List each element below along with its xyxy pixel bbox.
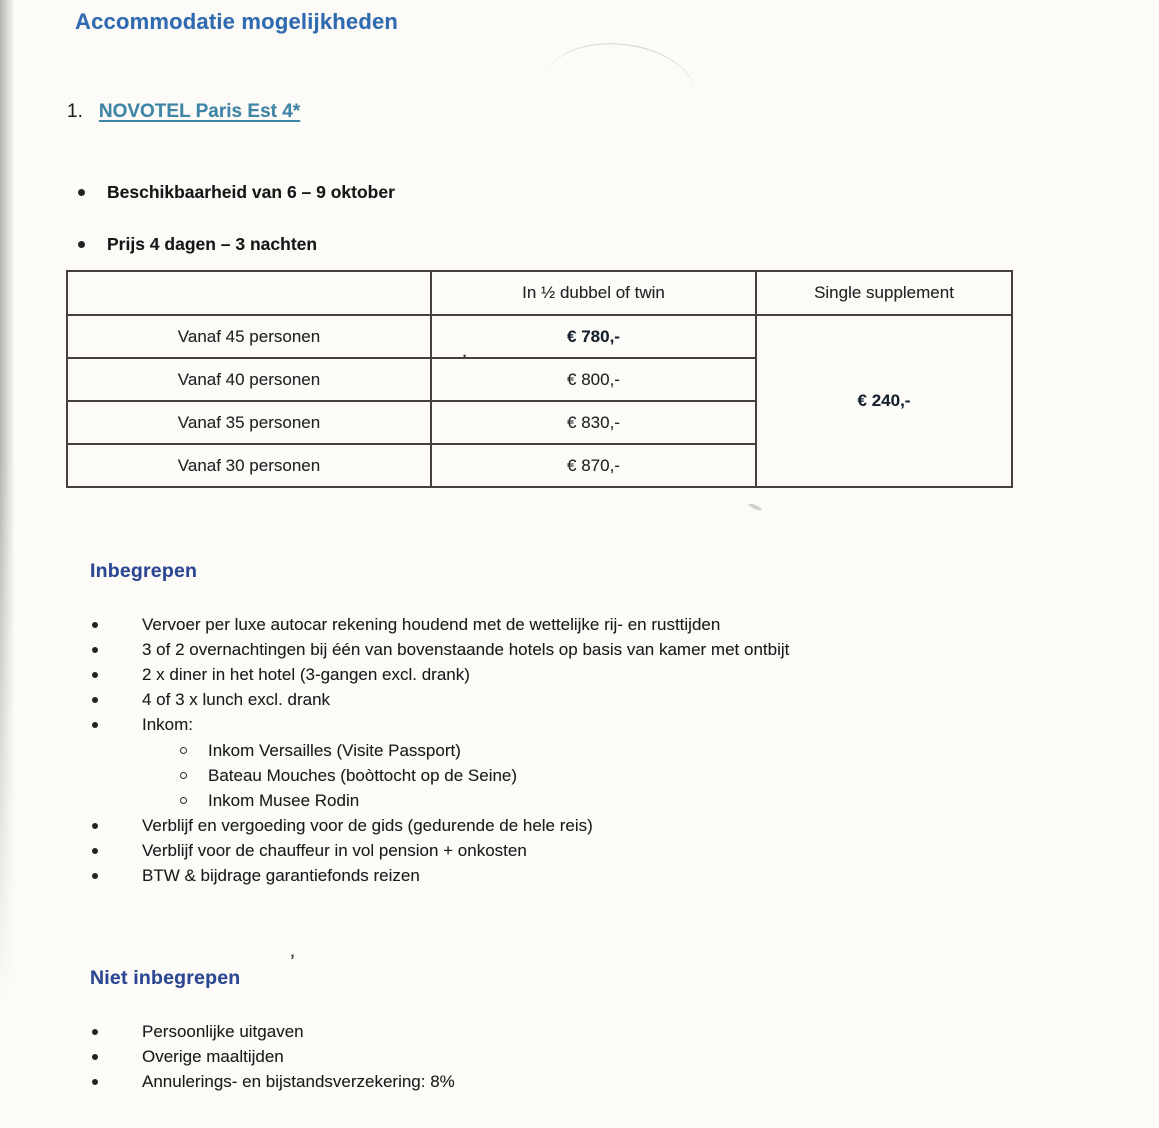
- list-item: [92, 637, 1072, 662]
- price-period-text: Prijs 4 dagen – 3 nachten: [107, 234, 318, 254]
- row-label: Vanaf 45 personen: [67, 315, 431, 358]
- sub-list-item-text: Inkom Musee Rodin: [208, 790, 360, 810]
- price-table: [66, 270, 1013, 488]
- bullet-icon: [92, 823, 98, 829]
- bullet-icon: [92, 1079, 98, 1085]
- table-row: [67, 315, 1012, 358]
- list-item: [92, 612, 1072, 637]
- row-label: Vanaf 30 personen: [67, 444, 431, 487]
- sub-list-item: [92, 788, 1072, 813]
- bullet-icon: [92, 1054, 98, 1060]
- bullet-icon: [92, 697, 98, 703]
- availability-text: Beschikbaarheid van 6 – 9 oktober: [107, 182, 395, 202]
- bullet-icon: [92, 1029, 98, 1035]
- row-price: € 800,-: [431, 358, 756, 401]
- hotel-list-number: 1.: [67, 101, 83, 122]
- row-label: Vanaf 35 personen: [67, 401, 431, 444]
- list-item-text: 3 of 2 overnachtingen bij één van bovenstaande hotels op basis van kamer met ontbijt: [142, 639, 790, 659]
- circle-bullet-icon: [180, 797, 187, 804]
- hotel-link[interactable]: NOVOTEL Paris Est 4*: [98, 101, 301, 122]
- list-item: [92, 864, 1072, 889]
- list-item: [92, 839, 1072, 864]
- header-empty-cell: [67, 271, 431, 315]
- list-item: [92, 1044, 1072, 1069]
- list-item: [92, 688, 1072, 713]
- not-included-list: [92, 1019, 1072, 1095]
- page-title: Accommodatie mogelijkheden: [75, 9, 399, 34]
- availability-bullet: [78, 181, 395, 204]
- single-supplement-value: € 240,-: [756, 315, 1012, 487]
- scan-tick-artifact: ’: [461, 351, 468, 370]
- list-item-text: Inkom:: [142, 715, 194, 735]
- header-single-supplement: Single supplement: [756, 271, 1012, 315]
- row-price: € 830,-: [431, 401, 756, 444]
- bullet-icon: [92, 622, 98, 628]
- row-price: € 780,-: [431, 315, 756, 358]
- list-item: [92, 814, 1072, 839]
- bullet-icon: [92, 647, 98, 653]
- list-item-text: Verblijf en vergoeding voor de gids (gedurende de hele reis): [142, 816, 593, 836]
- scan-smudge-artifact: [748, 502, 762, 511]
- list-item-text: Overige maaltijden: [142, 1046, 284, 1066]
- list-item: [92, 662, 1072, 687]
- bullet-icon: [92, 722, 98, 728]
- list-item-text: 4 of 3 x lunch excl. drank: [142, 690, 331, 710]
- header-dubbel-twin: In ½ dubbel of twin: [431, 271, 756, 315]
- bullet-icon: [78, 241, 85, 248]
- list-item-text: 2 x diner in het hotel (3-gangen excl. drank): [142, 664, 470, 684]
- sub-list-item-text: Inkom Versailles (Visite Passport): [208, 740, 461, 760]
- list-item: [92, 1069, 1072, 1094]
- row-label: Vanaf 40 personen: [67, 358, 431, 401]
- sub-list-item: [92, 738, 1072, 763]
- scan-tick-artifact: ’: [289, 951, 295, 970]
- bullet-icon: [78, 189, 85, 196]
- list-item-text: Persoonlijke uitgaven: [142, 1021, 304, 1041]
- included-list: [92, 612, 1072, 889]
- bullet-icon: [92, 672, 98, 678]
- not-included-heading: Niet inbegrepen: [90, 967, 241, 989]
- list-item: [92, 713, 1072, 738]
- list-item: [92, 1019, 1072, 1044]
- bullet-icon: [92, 873, 98, 879]
- hotel-heading-line: [67, 101, 300, 123]
- list-item-text: Vervoer per luxe autocar rekening houdend met de wettelijke rij- en rusttijden: [142, 614, 721, 634]
- row-price: € 870,-: [431, 444, 756, 487]
- list-item-text: BTW & bijdrage garantiefonds reizen: [142, 866, 420, 886]
- table-header-row: [67, 271, 1012, 315]
- scan-scratch-artifact: [546, 35, 700, 99]
- circle-bullet-icon: [180, 747, 187, 754]
- price-period-bullet: [78, 233, 317, 256]
- list-item-text: Annulerings- en bijstandsverzekering: 8%: [142, 1071, 455, 1091]
- sub-list-item-text: Bateau Mouches (boòttocht op de Seine): [208, 765, 518, 785]
- bullet-icon: [92, 848, 98, 854]
- scan-edge-shadow: [0, 0, 15, 1005]
- list-item-text: Verblijf voor de chauffeur in vol pension + onkosten: [142, 841, 527, 861]
- circle-bullet-icon: [180, 772, 187, 779]
- included-heading: Inbegrepen: [90, 560, 198, 582]
- sub-list-item: [92, 763, 1072, 788]
